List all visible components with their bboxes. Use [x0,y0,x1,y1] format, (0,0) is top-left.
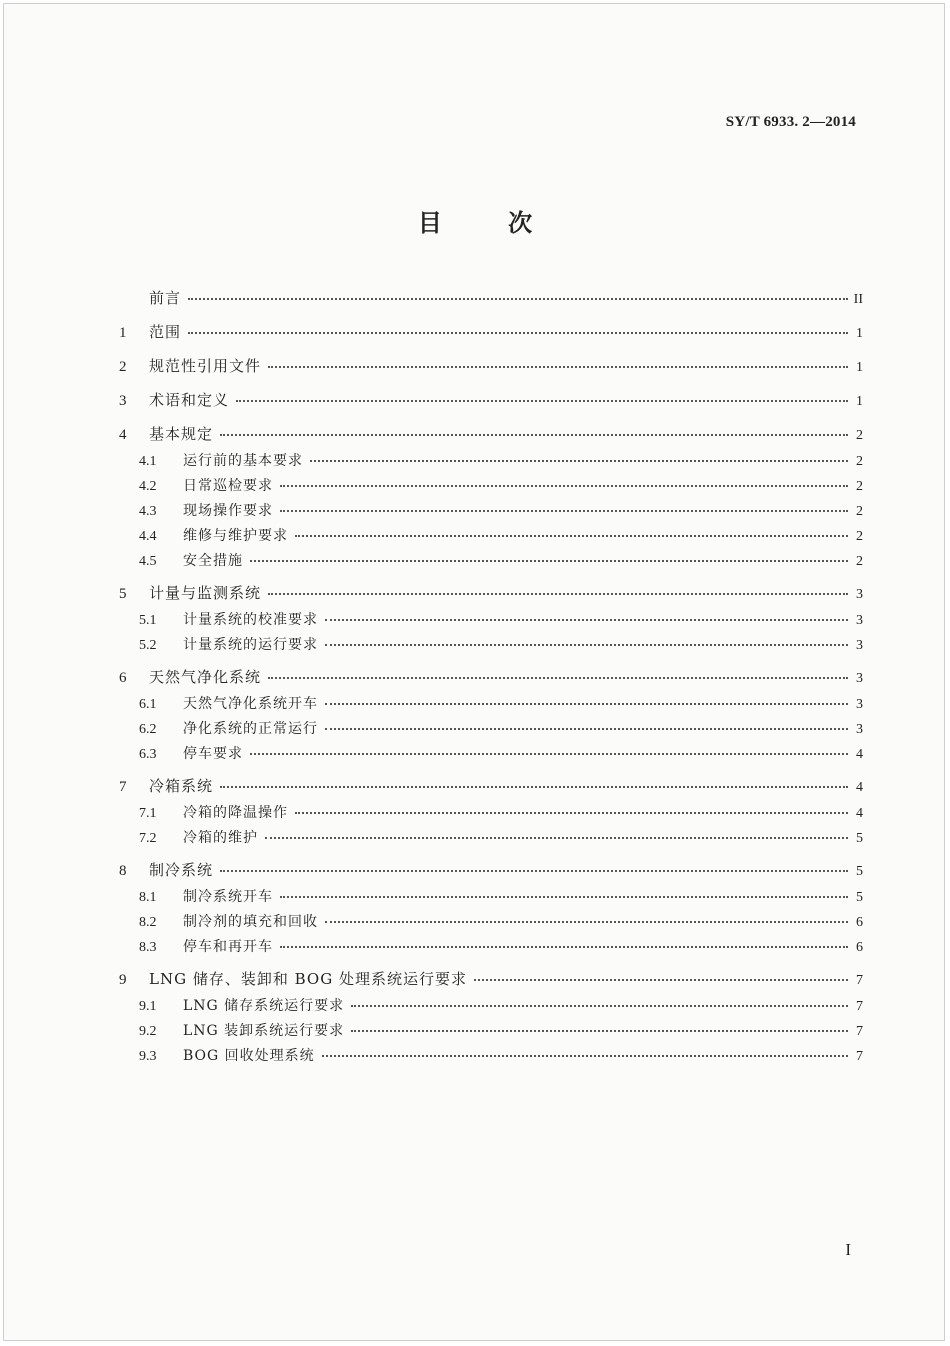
toc-subentry [119,1044,863,1069]
toc-entry-title: 前言 [149,289,182,307]
toc-entry-number: 3 [119,393,127,409]
toc-entry-page: 3 [856,671,863,686]
toc-subentry [119,910,863,935]
dot-leader [236,400,848,402]
dot-leader [250,560,848,562]
toc-entry-page: 2 [856,504,863,519]
toc-entry-title: 冷箱的维护 [183,830,258,846]
toc-entry-page: 7 [856,999,863,1014]
toc-entry-number: 7.1 [139,806,157,821]
dot-leader [220,786,848,788]
toc-entry-number: 4.2 [139,479,157,494]
toc-entry-title: 范围 [149,323,182,341]
page-title: 目 次 [417,209,533,237]
toc-entry-page: 2 [856,529,863,544]
toc-entry-number: 8 [119,863,127,879]
dot-leader [325,703,848,705]
toc-entry-page: 3 [856,722,863,737]
toc-entry-title: 停车和再开车 [183,939,273,955]
dot-leader [310,460,848,462]
toc-entry-number: 4.1 [139,454,157,469]
toc-subentry [119,742,863,767]
toc-entry-page: II [853,292,863,307]
dot-leader [280,485,848,487]
toc-entry-title: 计量与监测系统 [149,584,262,602]
toc-subentry [119,499,863,524]
dot-leader [265,837,848,839]
toc-entry-number: 6 [119,670,127,686]
toc-entry [119,386,863,415]
toc-subentry [119,474,863,499]
toc-entry-page: 1 [856,360,863,375]
toc-subentry [119,692,863,717]
toc-entry-page: 3 [856,638,863,653]
toc-entry-page: 7 [856,1049,863,1064]
page-number: I [845,1240,851,1259]
toc-section [119,965,863,1069]
toc-entry-title: 基本规定 [149,425,214,443]
toc-entry-title: 制冷系统开车 [183,889,273,905]
toc-entry-title: 运行前的基本要求 [183,453,303,469]
toc-entry-page: 4 [856,780,863,795]
toc-entry [119,318,863,347]
toc-subentry [119,608,863,633]
toc-entry-page: 1 [856,394,863,409]
toc-entry-number: 9 [119,972,127,988]
toc-entry-title: LNG 储存、装卸和 BOG 处理系统运行要求 [149,970,467,988]
toc-entry [119,965,863,994]
toc-entry-number: 7.2 [139,831,157,846]
toc-entry-number: 2 [119,359,127,375]
toc-entry-title: 安全措施 [183,553,243,569]
toc-entry-title: LNG 储存系统运行要求 [183,998,345,1014]
toc-entry-title: 现场操作要求 [183,503,273,519]
toc-entry [119,579,863,608]
toc-entry-page: 7 [856,973,863,988]
dot-leader [295,812,848,814]
toc-entry-page: 2 [856,454,863,469]
toc-entry-page: 2 [856,479,863,494]
toc-entry-title: 计量系统的运行要求 [183,637,318,653]
toc-entry-number: 6.3 [139,747,157,762]
toc-subentry [119,885,863,910]
dot-leader [295,535,848,537]
dot-leader [268,593,848,595]
toc-entry [119,420,863,449]
toc-entry-number: 5.2 [139,638,157,653]
toc-section [119,856,863,960]
toc-entry-number: 5 [119,586,127,602]
toc-entry-title: 规范性引用文件 [149,357,262,375]
dot-leader [280,510,848,512]
toc-subentry [119,994,863,1019]
toc-entry-title: 术语和定义 [149,391,230,409]
toc-entry-title: 制冷剂的填充和回收 [183,914,318,930]
toc-entry-number: 4.3 [139,504,157,519]
toc-entry-page: 1 [856,326,863,341]
toc-subentry [119,1019,863,1044]
toc-entry-title: 净化系统的正常运行 [183,721,318,737]
toc-subentry [119,935,863,960]
toc-entry-page: 5 [856,864,863,879]
toc-entry-page: 4 [856,747,863,762]
toc-entry-number: 8.3 [139,940,157,955]
dot-leader [280,946,848,948]
dot-leader [220,434,848,436]
toc-entry-number: 9.1 [139,999,157,1014]
toc-section [119,352,863,381]
toc-entry-page: 4 [856,806,863,821]
toc-entry-title: 维修与维护要求 [183,528,288,544]
document-page [3,3,945,1341]
dot-leader [220,870,848,872]
toc-entry-title: LNG 装卸系统运行要求 [183,1023,345,1039]
toc-entry-page: 2 [856,554,863,569]
toc-entry-title: 日常巡检要求 [183,478,273,494]
toc-entry [119,856,863,885]
toc-subentry [119,801,863,826]
toc-entry-page: 3 [856,613,863,628]
toc-subentry [119,826,863,851]
toc-entry-number: 6.2 [139,722,157,737]
dot-leader [325,921,848,923]
toc-entry-number: 5.1 [139,613,157,628]
toc-section [119,420,863,574]
toc-entry-page: 3 [856,697,863,712]
toc-entry-number: 8.1 [139,890,157,905]
toc-entry-page: 5 [856,890,863,905]
toc-entry-page: 5 [856,831,863,846]
dot-leader [280,896,848,898]
toc-entry-title: 天然气净化系统开车 [183,696,318,712]
dot-leader [325,644,848,646]
dot-leader [322,1055,848,1057]
toc-entry-title: 天然气净化系统 [149,668,262,686]
toc-entry-number: 9.2 [139,1024,157,1039]
toc-entry-number: 4.5 [139,554,157,569]
dot-leader [351,1005,848,1007]
toc-entry [119,772,863,801]
dot-leader [268,677,848,679]
toc-section [119,663,863,767]
toc-section [119,284,863,313]
toc-entry-page: 6 [856,940,863,955]
toc-entry-page: 3 [856,587,863,602]
toc-entry-title: 冷箱系统 [149,777,214,795]
toc-entry [119,663,863,692]
toc-subentry [119,633,863,658]
dot-leader [268,366,848,368]
toc-entry-number: 4.4 [139,529,157,544]
toc-entry-number: 8.2 [139,915,157,930]
toc-entry-number: 4 [119,427,127,443]
dot-leader [351,1030,848,1032]
table-of-contents [119,284,863,1074]
toc-section [119,386,863,415]
toc-subentry [119,717,863,742]
toc-entry-page: 6 [856,915,863,930]
dot-leader [188,298,848,300]
dot-leader [188,332,848,334]
dot-leader [325,728,848,730]
toc-entry-page: 7 [856,1024,863,1039]
toc-entry-title: 冷箱的降温操作 [183,805,288,821]
toc-entry-title: 制冷系统 [149,861,214,879]
toc-subentry [119,449,863,474]
dot-leader [325,619,848,621]
standard-code: SY/T 6933. 2—2014 [725,114,856,130]
toc-section [119,318,863,347]
toc-entry-number: 9.3 [139,1049,157,1064]
toc-subentry [119,549,863,574]
toc-entry-page: 2 [856,428,863,443]
toc-entry-title: BOG 回收处理系统 [183,1048,315,1064]
toc-entry-number: 1 [119,325,127,341]
toc-entry [119,284,863,313]
dot-leader [250,753,848,755]
toc-section [119,772,863,851]
toc-entry-title: 停车要求 [183,746,243,762]
toc-section [119,579,863,658]
toc-subentry [119,524,863,549]
dot-leader [474,979,848,981]
toc-entry [119,352,863,381]
toc-entry-title: 计量系统的校准要求 [183,612,318,628]
toc-entry-number: 7 [119,779,127,795]
toc-entry-number: 6.1 [139,697,157,712]
